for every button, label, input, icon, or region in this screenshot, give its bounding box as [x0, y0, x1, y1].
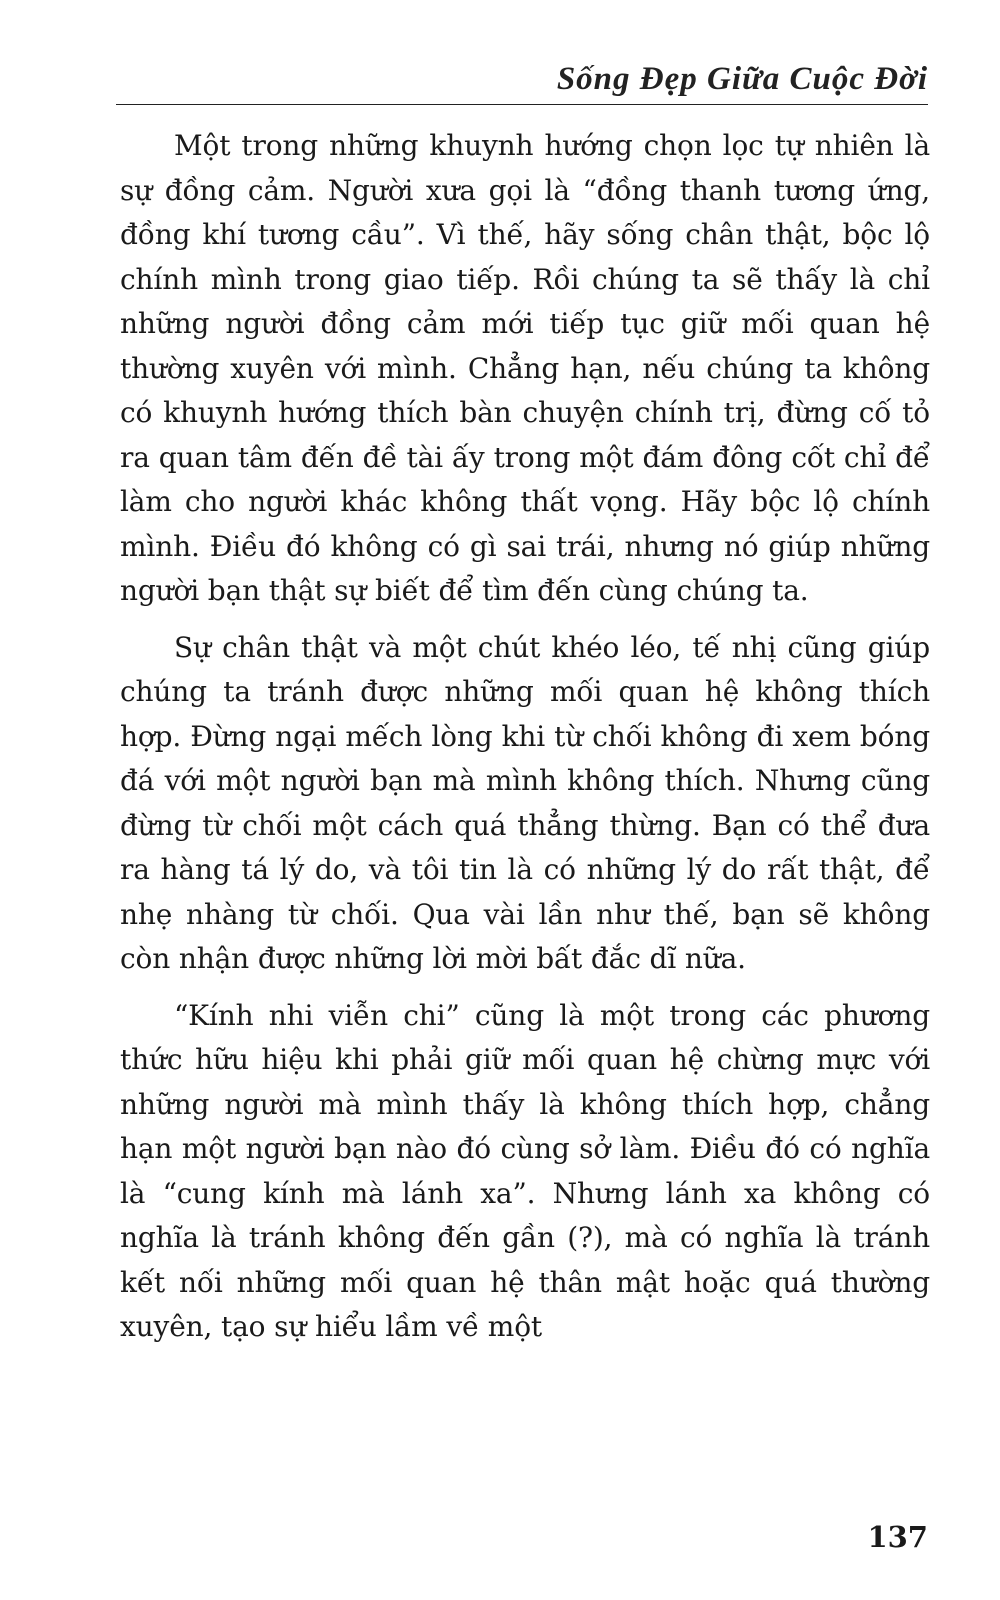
paragraph-2: Sự chân thật và một chút khéo léo, tế nhị cũng giúp chúng ta tránh được những mối quan hệ không thích hợp. Đừng ngại mếch lòng khi từ chối không đi xem bóng đá với một người bạn mà mình không thích. Nhưng cũng đừng từ chối một cách quá thẳng thừng. Bạn có thể đưa ra hàng tá lý do, và tôi tin là có những lý do rất thật, để nhẹ nhàng từ chối. Qua vài lần như thế, bạn sẽ không còn nhận được những lời mời bất đắc dĩ nữa. [120, 630, 930, 975]
body-text [120, 124, 930, 1362]
page-header [116, 44, 928, 105]
paragraph-3: “Kính nhi viễn chi” cũng là một trong các phương thức hữu hiệu khi phải giữ mối quan hệ chừng mực với những người mà mình thấy là không thích hợp, chẳng hạn một người bạn nào đó cùng sở làm. Điều đó có nghĩa là “cung kính mà lánh xa”. Nhưng lánh xa không có nghĩa là tránh không đến gần (?), mà có nghĩa là tránh kết nối những mối quan hệ thân mật hoặc quá thường xuyên, tạo sự hiểu lầm về một [120, 998, 930, 1343]
paragraph-1: Một trong những khuynh hướng chọn lọc tự nhiên là sự đồng cảm. Người xưa gọi là “đồng thanh tương ứng, đồng khí tương cầu”. Vì thế, hãy sống chân thật, bộc lộ chính mình trong giao tiếp. Rồi chúng ta sẽ thấy là chỉ những người đồng cảm mới tiếp tục giữ mối quan hệ thường xuyên với mình. Chẳng hạn, nếu chúng ta không có khuynh hướng thích bàn chuyện chính trị, đừng cố tỏ ra quan tâm đến đề tài ấy trong một đám đông cốt chỉ để làm cho người khác không thất vọng. Hãy bộc lộ chính mình. Điều đó không có gì sai trái, nhưng nó giúp những người bạn thật sự biết để tìm đến cùng chúng ta. [120, 129, 930, 607]
page-number: 137 [867, 1520, 928, 1554]
running-title: Sống Đẹp Giữa Cuộc Đời [556, 61, 928, 97]
